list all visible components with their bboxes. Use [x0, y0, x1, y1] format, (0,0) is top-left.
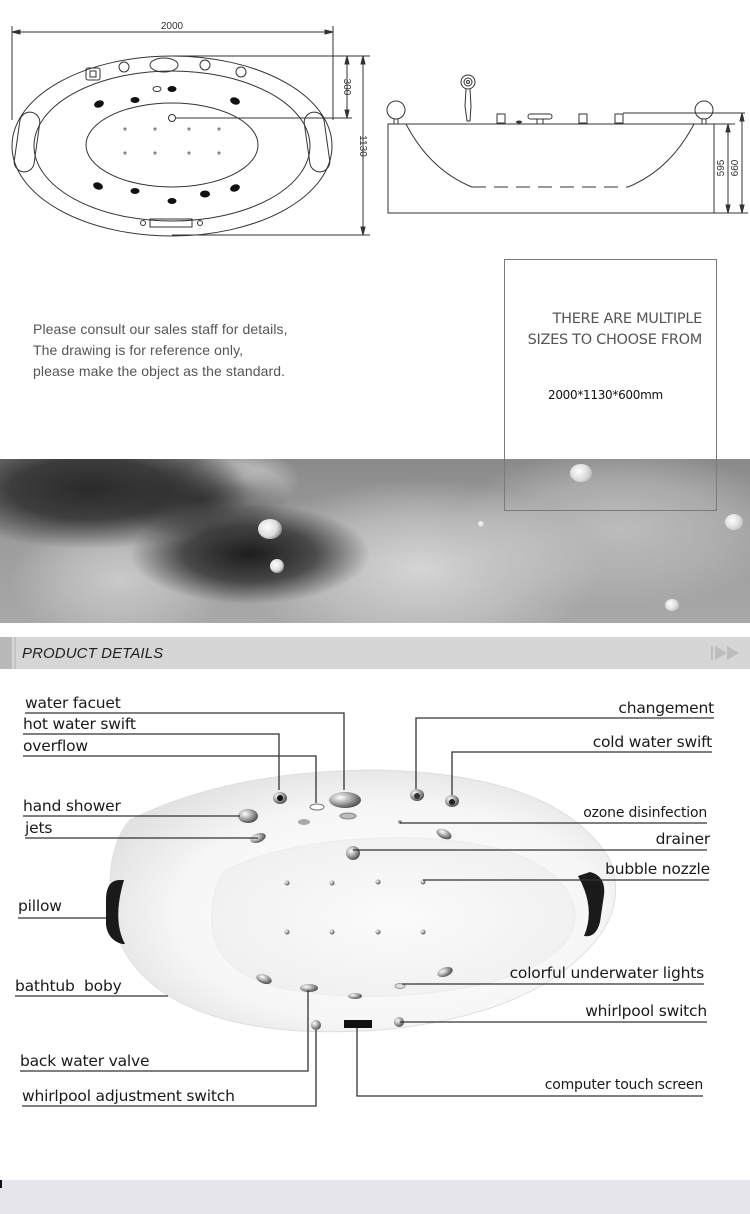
callout-bubble-nozzle: bubble nozzle [605, 860, 710, 878]
footer-bar [0, 1180, 750, 1214]
double-play-arrow-icon [710, 645, 742, 661]
size-options-box [504, 259, 717, 511]
jet-markers [92, 86, 241, 204]
footer-marker [0, 1180, 2, 1188]
callout-whirlpool-adjustment-switch: whirlpool adjustment switch [22, 1087, 235, 1105]
inner-height-dimension: 595 [716, 159, 727, 177]
callout-overflow: overflow [23, 737, 88, 755]
overall-height-dimension: 660 [730, 159, 741, 177]
callout-drainer: drainer [655, 830, 710, 848]
length-dimension: 2000 [160, 21, 184, 32]
technical-drawing [0, 0, 750, 245]
disclaimer-line: Please consult our sales staff for details, [33, 321, 288, 337]
faucet-offset-dimension: 300 [341, 78, 352, 96]
callout-water-facuet: water facuet [25, 694, 121, 712]
callout-ozone-disinfection: ozone disinfection [583, 805, 707, 821]
bathtub-body [110, 770, 616, 1032]
callout-hand-shower: hand shower [23, 797, 121, 815]
section-title: PRODUCT DETAILS [22, 645, 164, 662]
header-accent-line [14, 637, 16, 669]
callout-cold-water-swift: cold water swift [592, 733, 712, 751]
size-dimensions: 2000*1130*600mm [548, 388, 663, 402]
callout-jets: jets [25, 819, 53, 837]
callout-colorful-underwater-lights: colorful underwater lights [509, 964, 704, 982]
callout-changement: changement [618, 699, 714, 717]
callout-back-water-valve: back water valve [20, 1052, 150, 1070]
disclaimer-text [33, 319, 288, 382]
callout-hot-water-swift: hot water swift [23, 715, 136, 733]
disclaimer-line: The drawing is for reference only, [33, 342, 244, 358]
plan-view-drawing [12, 26, 370, 236]
overflow-marker [516, 121, 522, 124]
callout-bathtub-boby: bathtub boby [15, 977, 122, 995]
bubble-nozzle-markers [123, 127, 220, 154]
callout-whirlpool-switch: whirlpool switch [585, 1002, 707, 1020]
callout-pillow: pillow [18, 897, 62, 915]
callout-computer-touch-screen: computer touch screen [544, 1077, 703, 1093]
size-options-heading: THERE ARE MULTIPLE SIZES TO CHOOSE FROM [527, 311, 702, 348]
width-dimension: 1130 [357, 135, 368, 157]
header-accent-bar [0, 637, 12, 669]
product-details-header [0, 637, 750, 669]
side-view-drawing [387, 75, 748, 213]
disclaimer-line: please make the object as the standard. [33, 363, 286, 379]
